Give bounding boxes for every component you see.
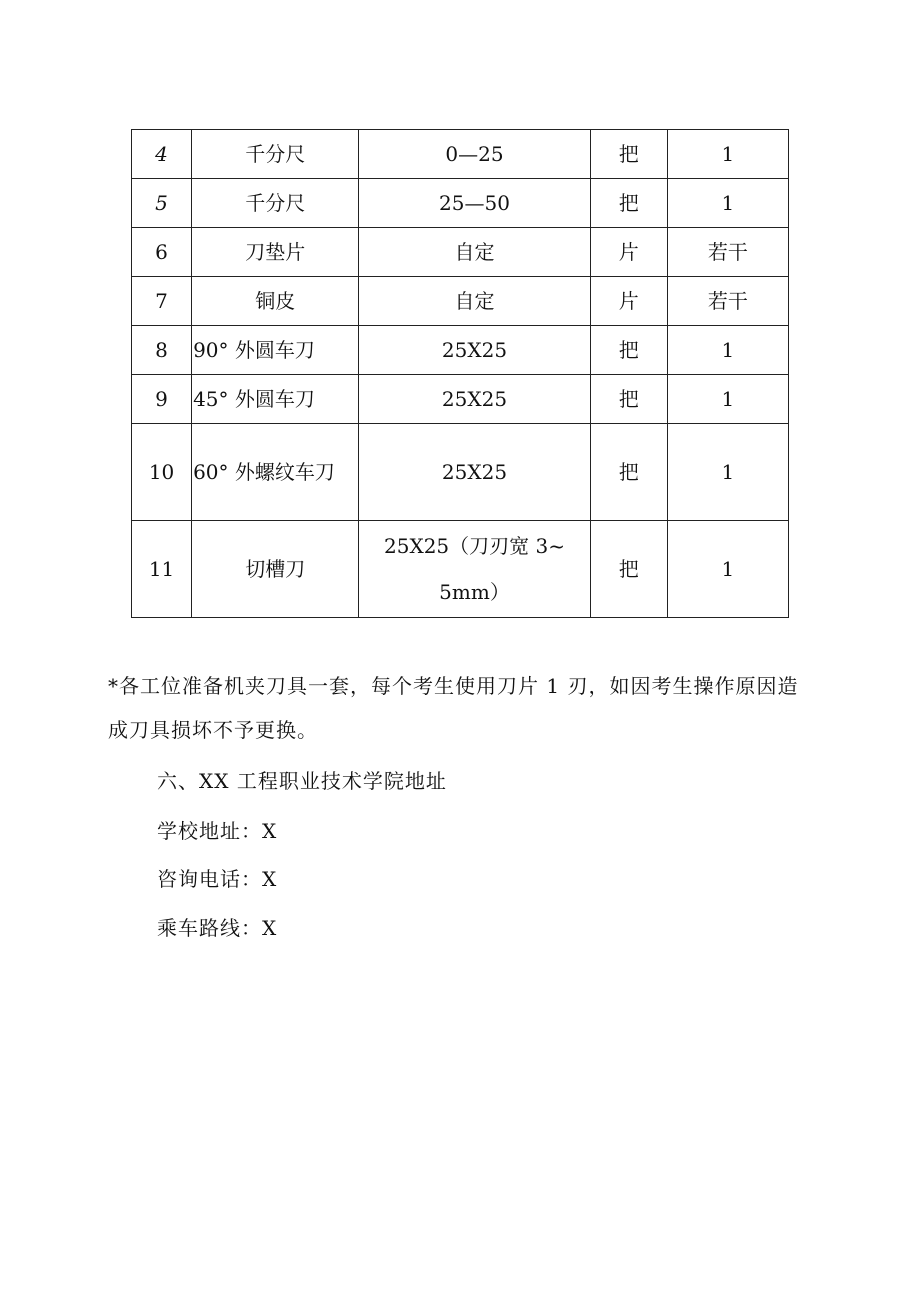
row-number: 11: [132, 521, 192, 618]
tool-quantity: 1: [667, 521, 788, 618]
tool-spec-line-1: 25X25（刀刃宽 3~: [384, 534, 565, 558]
tool-name: 45° 外圆车刀: [192, 375, 359, 424]
tool-unit: 把: [590, 521, 667, 618]
tool-name: 千分尺: [192, 130, 359, 179]
tool-unit: 把: [590, 179, 667, 228]
row-number: 9: [132, 375, 192, 424]
row-number: 10: [132, 424, 192, 521]
tool-name: 铜皮: [192, 277, 359, 326]
tool-quantity: 1: [667, 130, 788, 179]
tool-quantity: 1: [667, 179, 788, 228]
tool-unit: 把: [590, 326, 667, 375]
tool-spec: 25—50: [359, 179, 590, 228]
bus-route: 乘车路线：X: [157, 916, 278, 940]
tool-spec: 自定: [359, 277, 590, 326]
table-row: [132, 521, 789, 618]
tool-name: 切槽刀: [192, 521, 359, 618]
tool-spec-line-2: 5mm）: [439, 580, 510, 604]
tool-unit: 把: [590, 375, 667, 424]
table-row: [132, 424, 789, 521]
tool-unit: 把: [590, 424, 667, 521]
school-address: 学校地址：X: [157, 819, 278, 843]
table-row: [132, 179, 789, 228]
tool-quantity: 若干: [667, 228, 788, 277]
tool-unit: 片: [590, 228, 667, 277]
tool-spec: 25X25: [359, 375, 590, 424]
table-row: [132, 326, 789, 375]
table-row: [132, 130, 789, 179]
row-number: 5: [132, 179, 192, 228]
tool-spec: 25X25: [359, 424, 590, 521]
tool-note-paragraph: *各工位准备机夹刀具一套，每个考生使用刀片 1 刃，如因考生操作原因造成刀具损坏不予更换。: [108, 674, 799, 742]
row-number: 8: [132, 326, 192, 375]
tool-name: 90° 外圆车刀: [192, 326, 359, 375]
tool-list-table: [131, 129, 789, 618]
tool-unit: 把: [590, 130, 667, 179]
tool-name: 60° 外螺纹车刀: [192, 424, 359, 521]
tool-spec: 自定: [359, 228, 590, 277]
table-row: [132, 375, 789, 424]
row-number: 6: [132, 228, 192, 277]
tool-spec: 0—25: [359, 130, 590, 179]
table-row: [132, 228, 789, 277]
table-row: [132, 277, 789, 326]
tool-quantity: 若干: [667, 277, 788, 326]
tool-spec: [359, 521, 590, 618]
tool-quantity: 1: [667, 326, 788, 375]
tool-name: 刀垫片: [192, 228, 359, 277]
row-number: 7: [132, 277, 192, 326]
tool-unit: 片: [590, 277, 667, 326]
row-number: 4: [132, 130, 192, 179]
tool-name: 千分尺: [192, 179, 359, 228]
tool-quantity: 1: [667, 424, 788, 521]
consult-phone: 咨询电话：X: [157, 867, 278, 891]
section-heading: 六、XX 工程职业技术学院地址: [157, 769, 447, 793]
tool-quantity: 1: [667, 375, 788, 424]
tool-spec: 25X25: [359, 326, 590, 375]
